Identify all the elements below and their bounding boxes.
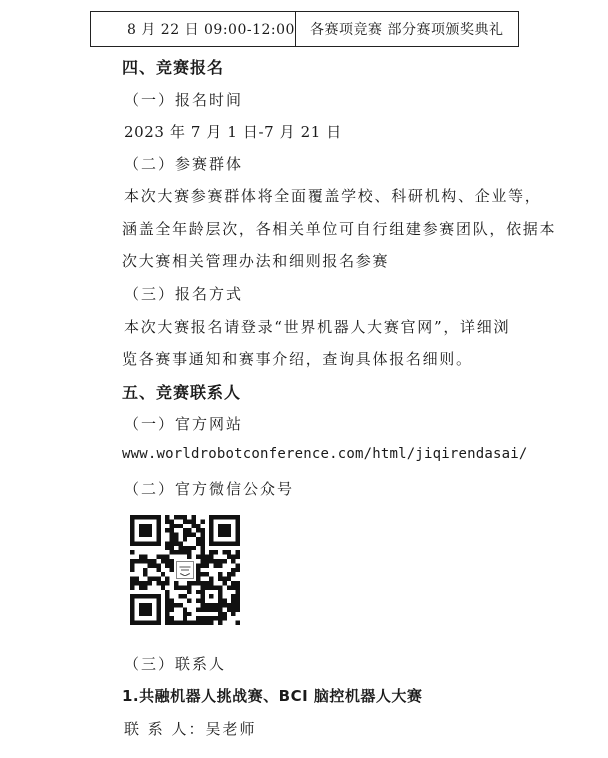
section-4-heading: 四、竞赛报名 (122, 58, 225, 77)
participants-paragraph-line-3: 次大赛相关管理办法和细则报名参赛 (122, 252, 390, 270)
registration-method-line-1: 本次大赛报名请登录“世界机器人大赛官网”，详细浏 (124, 318, 511, 336)
participants-paragraph-line-1: 本次大赛参赛群体将全面覆盖学校、科研机构、企业等， (124, 187, 542, 205)
section-5-sub-2: （二）官方微信公众号 (124, 480, 295, 498)
section-4-sub-1: （一）报名时间 (124, 91, 244, 109)
registration-method-line-2: 览各赛事通知和赛事介绍，查询具体报名细则。 (122, 350, 473, 368)
contact-person: 联 系 人：吴老师 (124, 720, 257, 738)
official-website-url[interactable]: www.worldrobotconference.com/html/jiqirendasai/ (122, 446, 528, 462)
schedule-event-cell: 各赛项竞赛 部分赛项颁奖典礼 (310, 22, 504, 38)
participants-paragraph-line-2: 涵盖全年龄层次，各相关单位可自行组建参赛团队，依据本 (122, 220, 557, 238)
schedule-time-cell: 8 月 22 日 09:00-12:00 (91, 12, 296, 46)
section-4-sub-3: （三）报名方式 (124, 285, 244, 303)
section-5-sub-1: （一）官方网站 (124, 415, 244, 433)
schedule-table-row (90, 11, 519, 47)
section-5-sub-3: （三）联系人 (124, 655, 227, 673)
section-4-sub-2: （二）参赛群体 (124, 155, 244, 173)
qr-code-icon (130, 515, 240, 625)
registration-dates: 2023 年 7 月 1 日-7 月 21 日 (124, 123, 342, 141)
contact-item-1: 1.共融机器人挑战赛、BCI 脑控机器人大赛 (122, 687, 423, 705)
section-5-heading: 五、竞赛联系人 (122, 383, 242, 402)
